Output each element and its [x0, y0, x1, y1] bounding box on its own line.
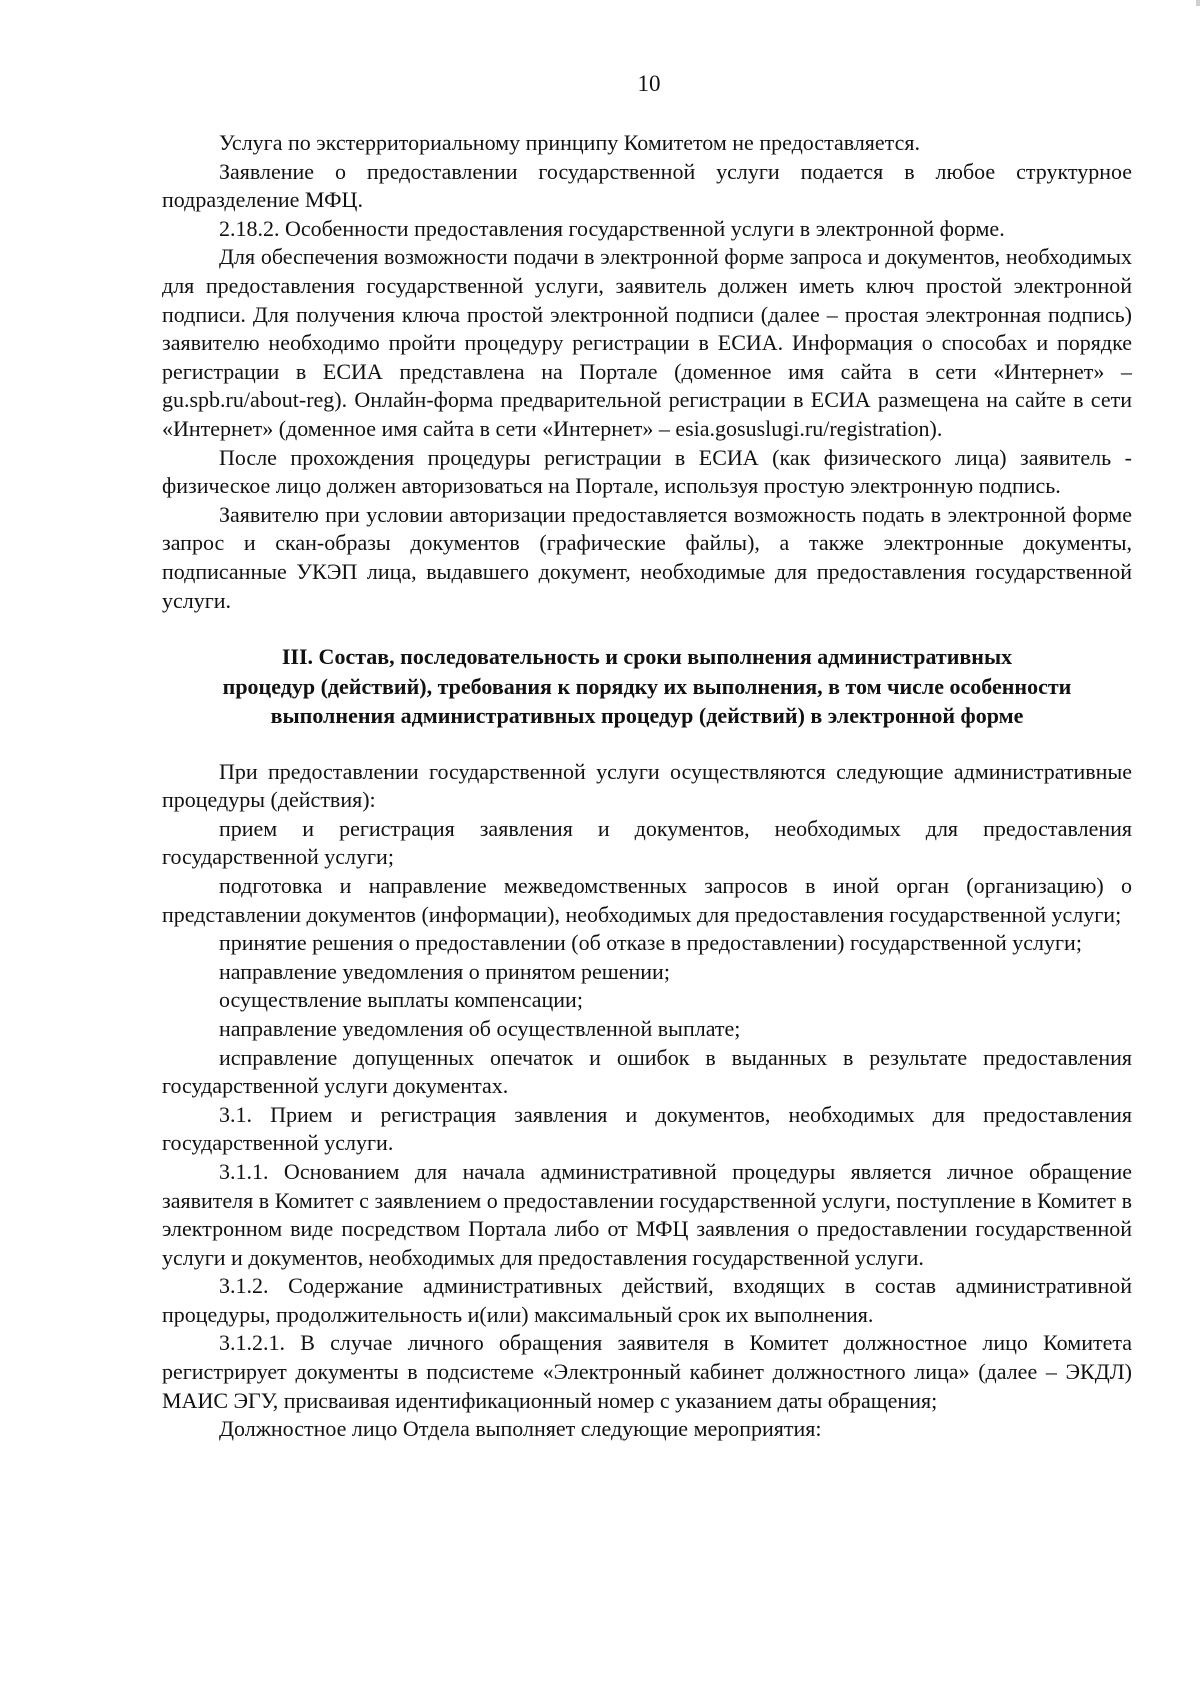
document-body: [162, 129, 1132, 1444]
paragraph-3-1-2: 3.1.2. Содержание административных действий, входящих в состав административной процедуры, продолжительность и(или) максимальный срок их выполнения.: [162, 1273, 1132, 1327]
list-item-procedure: исправление допущенных опечаток и ошибок в выданных в результате предоставления государственной услуги документах.: [162, 1044, 1132, 1099]
paragraph-procedures-intro: При предоставлении государственной услуги осуществляются следующие административные процедуры (действия):: [162, 758, 1132, 813]
paragraph-3-1-1: 3.1.1. Основанием для начала административной процедуры является личное обращение заявителя в Комитет с заявлением о предоставлении государственной услуги, поступление в Комитет в электронном виде посредством Портала либо от МФЦ заявления о предоставлении государственной услуги и документов, необходимых для предоставления государственной услуги.: [162, 1158, 1132, 1270]
paragraph-extraterritorial: Услуга по экстерриториальному принципу Комитетом не предоставляется.: [219, 130, 920, 155]
paragraph-authorization: После прохождения процедуры регистрации в ЕСИА (как физического лица) заявитель - физическое лицо должен авторизоваться на Портале, используя простую электронную подпись.: [162, 444, 1132, 499]
page-number: 10: [637, 71, 661, 96]
section-heading-line: III. Состав, последовательность и сроки выполнения административных: [281, 644, 1013, 670]
paragraph-electronic-request: Заявителю при условии авторизации предоставляется возможность подать в электронной форме запрос и скан-образы документов (графические файлы), а также электронные документы, подписанные УКЭП лица, выдавшего документ, необходимые для предоставления государственной услуги.: [162, 501, 1132, 613]
list-item-procedure: направление уведомления об осуществленной выплате;: [219, 1015, 741, 1041]
paragraph-2-18-2: 2.18.2. Особенности предоставления государственной услуги в электронной форме.: [219, 215, 1005, 241]
paragraph-application-mfc: Заявление о предоставлении государственной услуги подается в любое структурное подразделение МФЦ.: [162, 158, 1132, 213]
scan-edge-mark: [1196, 0, 1200, 6]
section-heading-line: процедур (действий), требования к порядку их выполнения, в том числе особенности: [222, 673, 1072, 699]
list-item-procedure: принятие решения о предоставлении (об отказе в предоставлении) государственной услуги;: [219, 930, 1082, 956]
paragraph-3-1-2-1: 3.1.2.1. В случае личного обращения заявителя в Комитет должностное лицо Комитета регистрирует документы в подсистеме «Электронный кабинет должностного лица» (далее – ЭКДЛ) МАИС ЭГУ, присваивая идентификационный номер с указанием даты обращения;: [162, 1330, 1132, 1413]
list-item-procedure: направление уведомления о принятом решении;: [219, 958, 670, 984]
list-item-procedure: прием и регистрация заявления и документов, необходимых для предоставления государственной услуги;: [162, 815, 1132, 870]
section-heading-line: выполнения административных процедур (действий) в электронной форме: [270, 703, 1024, 729]
list-item-procedure: осуществление выплаты компенсации;: [219, 987, 583, 1013]
paragraph-electronic-signature: Для обеспечения возможности подачи в электронной форме запроса и документов, необходимых для предоставления государственной услуги, заявитель должен иметь ключ простой электронной подписи. Для получения ключа простой электронной подписи (далее – простая электронная подпись) заявителю необходимо пройти процедуру регистрации в ЕСИА. Информация о способах и порядке регистрации в ЕСИА представлена на Портале (доменное имя сайта в сети «Интернет» – gu.spb.ru/about-reg). Онлайн-форма предварительной регистрации в ЕСИА размещена на сайте в сети «Интернет» (доменное имя сайта в сети «Интернет» – esia.gosuslugi.ru/registration).: [162, 244, 1132, 441]
section-heading: [162, 642, 1132, 731]
paragraph-official-actions: Должностное лицо Отдела выполняет следующие мероприятия:: [219, 1416, 822, 1442]
list-item-procedure: подготовка и направление межведомственных запросов в иной орган (организацию) о представлении документов (информации), необходимых для предоставления государственной услуги;: [162, 872, 1132, 927]
paragraph-3-1: 3.1. Прием и регистрация заявления и документов, необходимых для предоставления государственной услуги.: [162, 1101, 1132, 1156]
